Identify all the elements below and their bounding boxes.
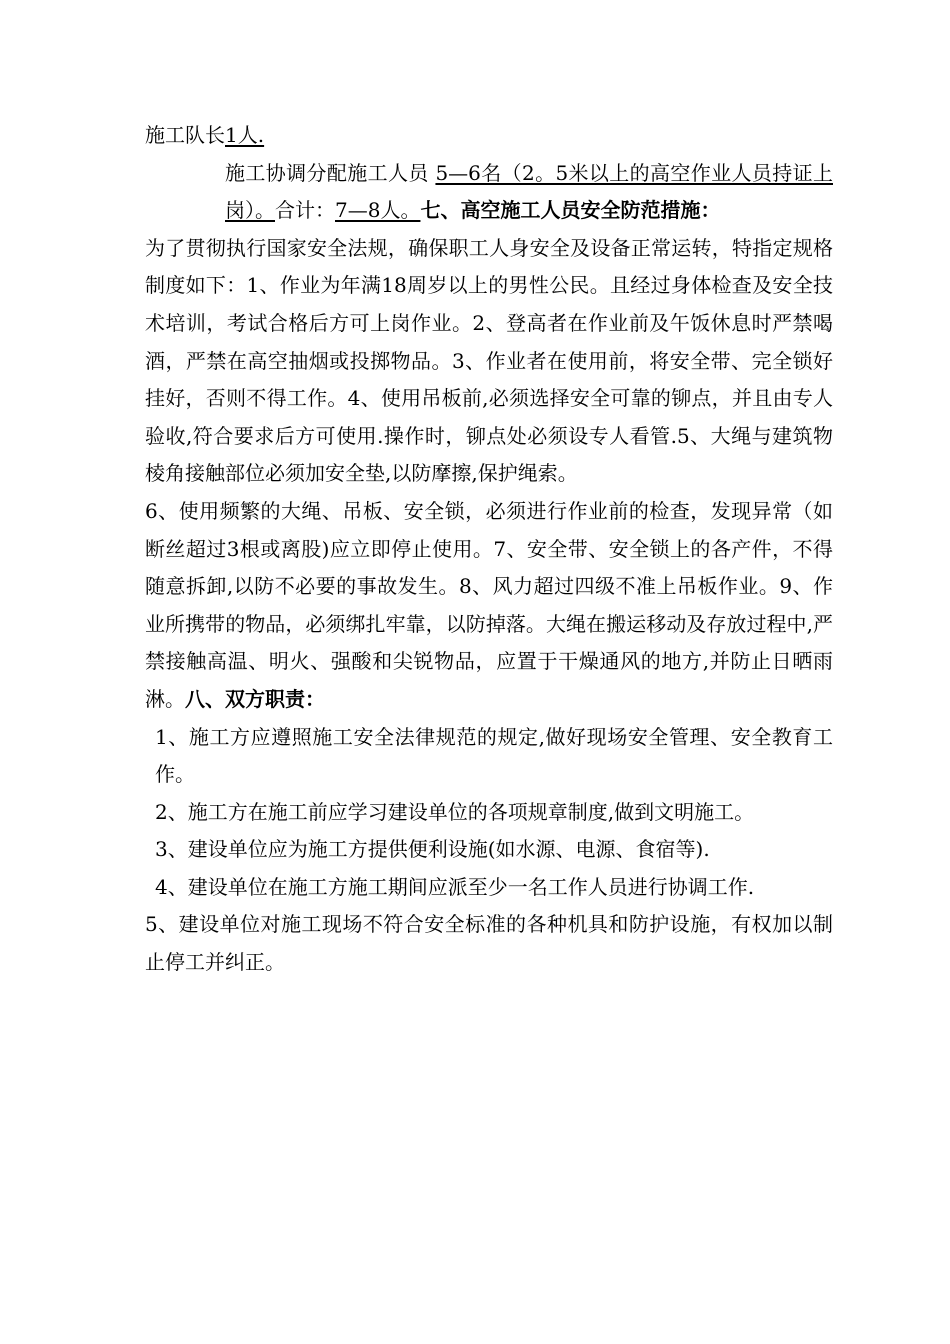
equipment-rules-paragraph	[145, 493, 833, 719]
staffing-count: 5—6名（2。5米以上的高空作业人员持证上岗）。	[225, 160, 833, 223]
staffing-text: 施工协调分配施工人员	[225, 160, 436, 185]
duty-item-3: 3、建设单位应为施工方提供便利设施(如水源、电源、食宿等).	[155, 837, 710, 862]
team-leader-label: 施工队长	[145, 123, 225, 147]
team-leader-count: 1人.	[225, 123, 265, 147]
total-count: 7—8人。	[335, 198, 421, 223]
duty-item-2: 2、施工方在施工前应学习建设单位的各项规章制度,做到文明施工。	[155, 799, 755, 824]
team-leader-line	[145, 117, 833, 155]
total-label: 合计：	[275, 198, 335, 223]
document-body	[145, 117, 833, 982]
section-heading-8: 八、双方职责：	[185, 686, 325, 711]
duty-item-4: 4、建设单位在施工方施工期间应派至少一名工作人员进行协调工作.	[155, 874, 755, 899]
duty-item-1: 1、施工方应遵照施工安全法律规范的规定,做好现场安全管理、安全教育工作。	[155, 724, 833, 787]
section-heading-7: 七、高空施工人员安全防范措施：	[420, 198, 721, 223]
duty-item-5: 5、建设单位对施工现场不符合安全标准的各种机具和防护设施，有权加以制止停工并纠正。	[145, 912, 833, 975]
equipment-rules-text: 6、使用频繁的大绳、吊板、安全锁，必须进行作业前的检查，发现异常（如断丝超过3根或离股)应立即停止使用。7、安全带、安全锁上的各产件，不得随意拆卸,以防不必要的事故发生。8、风力超过四级不准上吊板作业。9、作业所携带的物品，必须绑扎牢靠，以防掉落。大绳在搬运移动及存放过程中,严禁接触高温、明火、强酸和尖锐物品，应置于干燥通风的地方,并防止日晒雨淋。	[145, 498, 833, 711]
staffing-paragraph	[145, 155, 833, 230]
safety-rules-paragraph: 为了贯彻执行国家安全法规，确保职工人身安全及设备正常运转，特指定规格制度如下：1、作业为年满18周岁以上的男性公民。且经过身体检查及安全技术培训，考试合格后方可上岗作业。2、登高者在作业前及午饭休息时严禁喝酒，严禁在高空抽烟或投掷物品。3、作业者在使用前，将安全带、完全锁好挂好，否则不得工作。4、使用吊板前,必须选择安全可靠的铆点，并且由专人验收,符合要求后方可使用.操作时，铆点处必须设专人看管.5、大绳与建筑物棱角接触部位必须加安全垫,以防摩擦,保护绳索。	[145, 235, 833, 486]
